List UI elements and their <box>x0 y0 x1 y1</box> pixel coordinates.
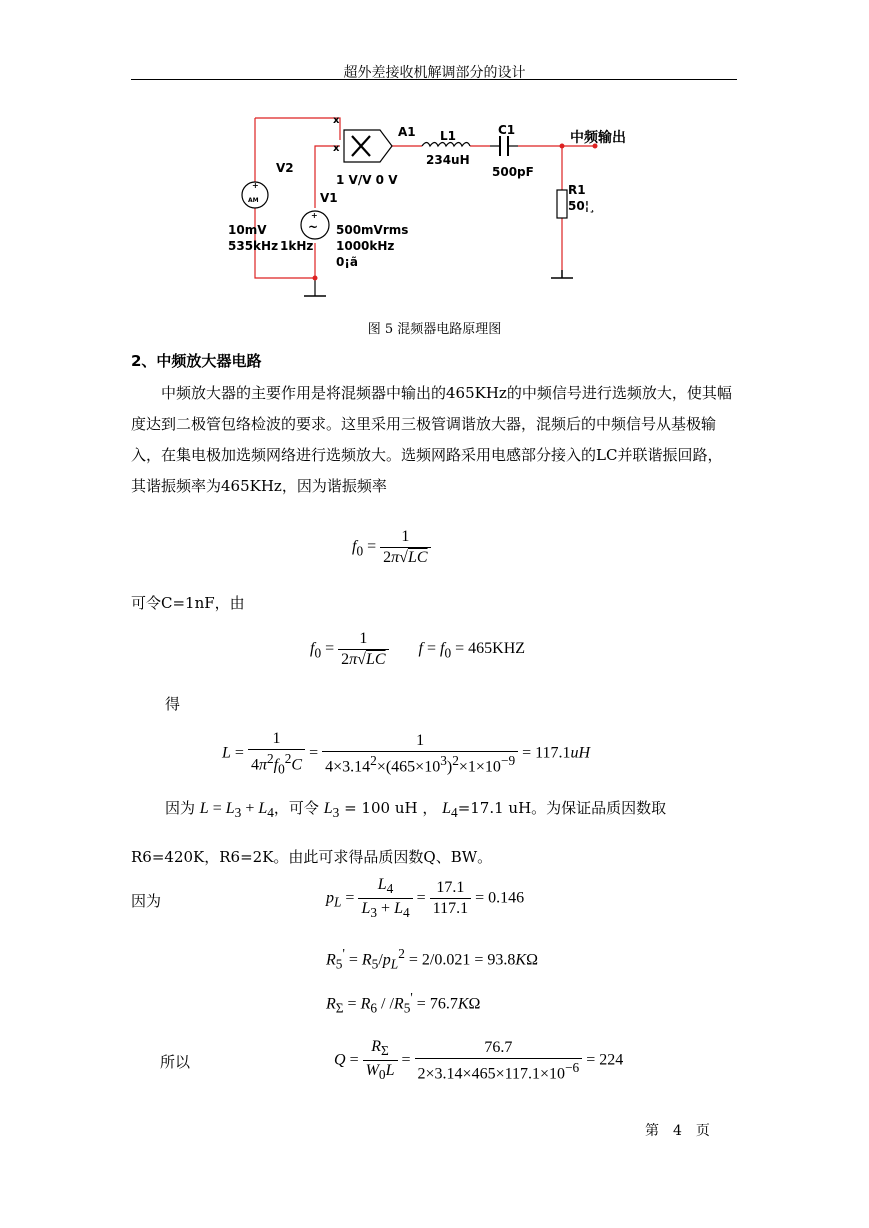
eq3-result: 117.1 <box>535 744 571 762</box>
ground-symbol <box>551 270 573 278</box>
text-r6-line: R6=420K，R6=2K。由此可求得品质因数Q、BW。 <box>131 848 493 866</box>
equation-resonant-frequency: $f_0$ = $\frac{1}{2\pi√LC}$ <box>352 528 431 567</box>
eq-q-result: 224 <box>599 1051 624 1069</box>
eq1-numerator: 1 <box>380 528 430 548</box>
resistor-r1 <box>557 190 567 218</box>
value-c1: 500pF <box>492 165 534 179</box>
text-because-2: 因为 <box>131 892 162 910</box>
eq-q-numerator: 76.7 <box>415 1039 583 1059</box>
text-therefore: 所以 <box>160 1053 191 1071</box>
inductor-l1 <box>422 143 470 147</box>
text-because-line: 因为 $L = L_3 + L_4$，可令 $L_3 = 100$ uH ， $L_4=17.1$ uH。为保证品质因数取 <box>165 799 667 821</box>
text-because: 因为 <box>165 799 196 817</box>
label-v1: V1 <box>320 191 338 205</box>
figure-caption: 图 5 混频器电路原理图 <box>367 322 502 337</box>
eq-rsum-result: 76.7 <box>429 995 458 1013</box>
label-if-output: 中频输出 <box>570 130 626 146</box>
mixer-circuit-diagram <box>200 110 660 310</box>
label-a1: A1 <box>398 125 416 139</box>
value-v2-amplitude: 10mV <box>228 223 267 237</box>
svg-text:+: + <box>252 181 259 190</box>
value-v1-phase: 0¡ã <box>336 255 358 269</box>
text-let-c: 可令C=1nF，由 <box>131 594 245 612</box>
body-paragraph: 中频放大器的主要作用是将混频器中输出的465KHz的中频信号进行选频放大，使其幅度达到二极管包络检波的要求。这里采用三极管调谐放大器，混频后的中频信号从基极输入，在集电极加选频网络进行选频放大。选频网路采用电感部分接入的LC并联谐振回路，其谐振频率为465KHz，因为谐振频率 <box>131 384 732 495</box>
eq-pl-numerator: 17.1 <box>430 879 471 899</box>
mult-input-x2: x <box>333 143 340 154</box>
eq3-numerator: 1 <box>248 730 305 750</box>
capacitor-c1 <box>500 136 508 156</box>
value-r1: 50¦¸ <box>568 199 596 213</box>
section-title: 2、中频放大器电路 <box>131 352 262 370</box>
page-number: 第 4 页 <box>645 1123 710 1139</box>
label-v2: V2 <box>276 161 294 175</box>
eq3-unit: uH <box>570 744 591 762</box>
page-header: 超外差接收机解调部分的设计 <box>343 65 526 81</box>
eq2-rhs: 465KHZ <box>468 640 526 658</box>
value-v1-amplitude: 500mVrms <box>336 223 409 237</box>
eq-r5-expr: 2/0.021 <box>421 951 471 969</box>
text-let: ，可令 <box>273 799 319 817</box>
value-l1: 234uH <box>426 153 470 167</box>
ac-source-v1 <box>301 211 329 239</box>
text-get: 得 <box>165 695 181 713</box>
eq2-numerator: 1 <box>338 630 388 650</box>
eq3-numerator2: 1 <box>322 732 518 752</box>
value-v1-frequency: 1kHz <box>280 239 314 253</box>
eq-pl-result: 0.146 <box>488 889 525 907</box>
label-r1: R1 <box>568 183 586 197</box>
equation-inductance: L = $\frac{1}{4\pi^2f_0^2C}$ = $\frac{1}{4\times 3.14^2\times(465\times 10^3)^2\times 1\times 10^{-9}}$ = 117.1uH <box>222 730 591 777</box>
equation-pl: $p_L$ = $\frac{L_4}{L_3 + L_4}$ = $\frac{17.1}{117.1}$ = 0.146 <box>326 876 525 921</box>
eq-r5-result: 93.8 <box>487 951 516 969</box>
v2-symbol-label: AM <box>248 197 259 204</box>
svg-text:+: + <box>311 211 318 220</box>
equation-f0-465: $f_0$ = $\frac{1}{2\pi√LC}$ $f = f_0 = 465KHZ$ <box>310 630 526 668</box>
text-l4-value: =17.1 uH。为保证品质因数取 <box>457 799 667 817</box>
value-v2-frequency: 535kHz <box>228 239 279 253</box>
label-mult-gain: 1 V/V 0 V <box>336 173 398 187</box>
equation-rsum: $R_\Sigma = R_6 / /R_5' = 76.7K\Omega$ <box>326 990 481 1016</box>
am-source-v2 <box>242 181 268 208</box>
mult-input-x1: x <box>333 115 340 126</box>
label-c1: C1 <box>498 123 516 137</box>
label-l1: L1 <box>440 129 456 143</box>
value-v1-carrier: 1000kHz <box>336 239 395 253</box>
header-rule <box>131 79 737 80</box>
eq-pl-denominator: 117.1 <box>432 900 469 918</box>
equation-r5: $R_5' = R_5/p_L^2 = 2/0.021 = 93.8K\Omega$ <box>326 946 538 972</box>
multiplier-a1 <box>333 115 392 162</box>
svg-text:~: ~ <box>308 220 319 234</box>
equation-q: Q = $\frac{R_\Sigma}{W_0L}$ = $\frac{76.7}{2\times 3.14\times 465\times 117.1\times 10^{-6}}$ = 224 <box>334 1038 624 1083</box>
text-l3-value: = 100 uH ， <box>344 799 438 817</box>
